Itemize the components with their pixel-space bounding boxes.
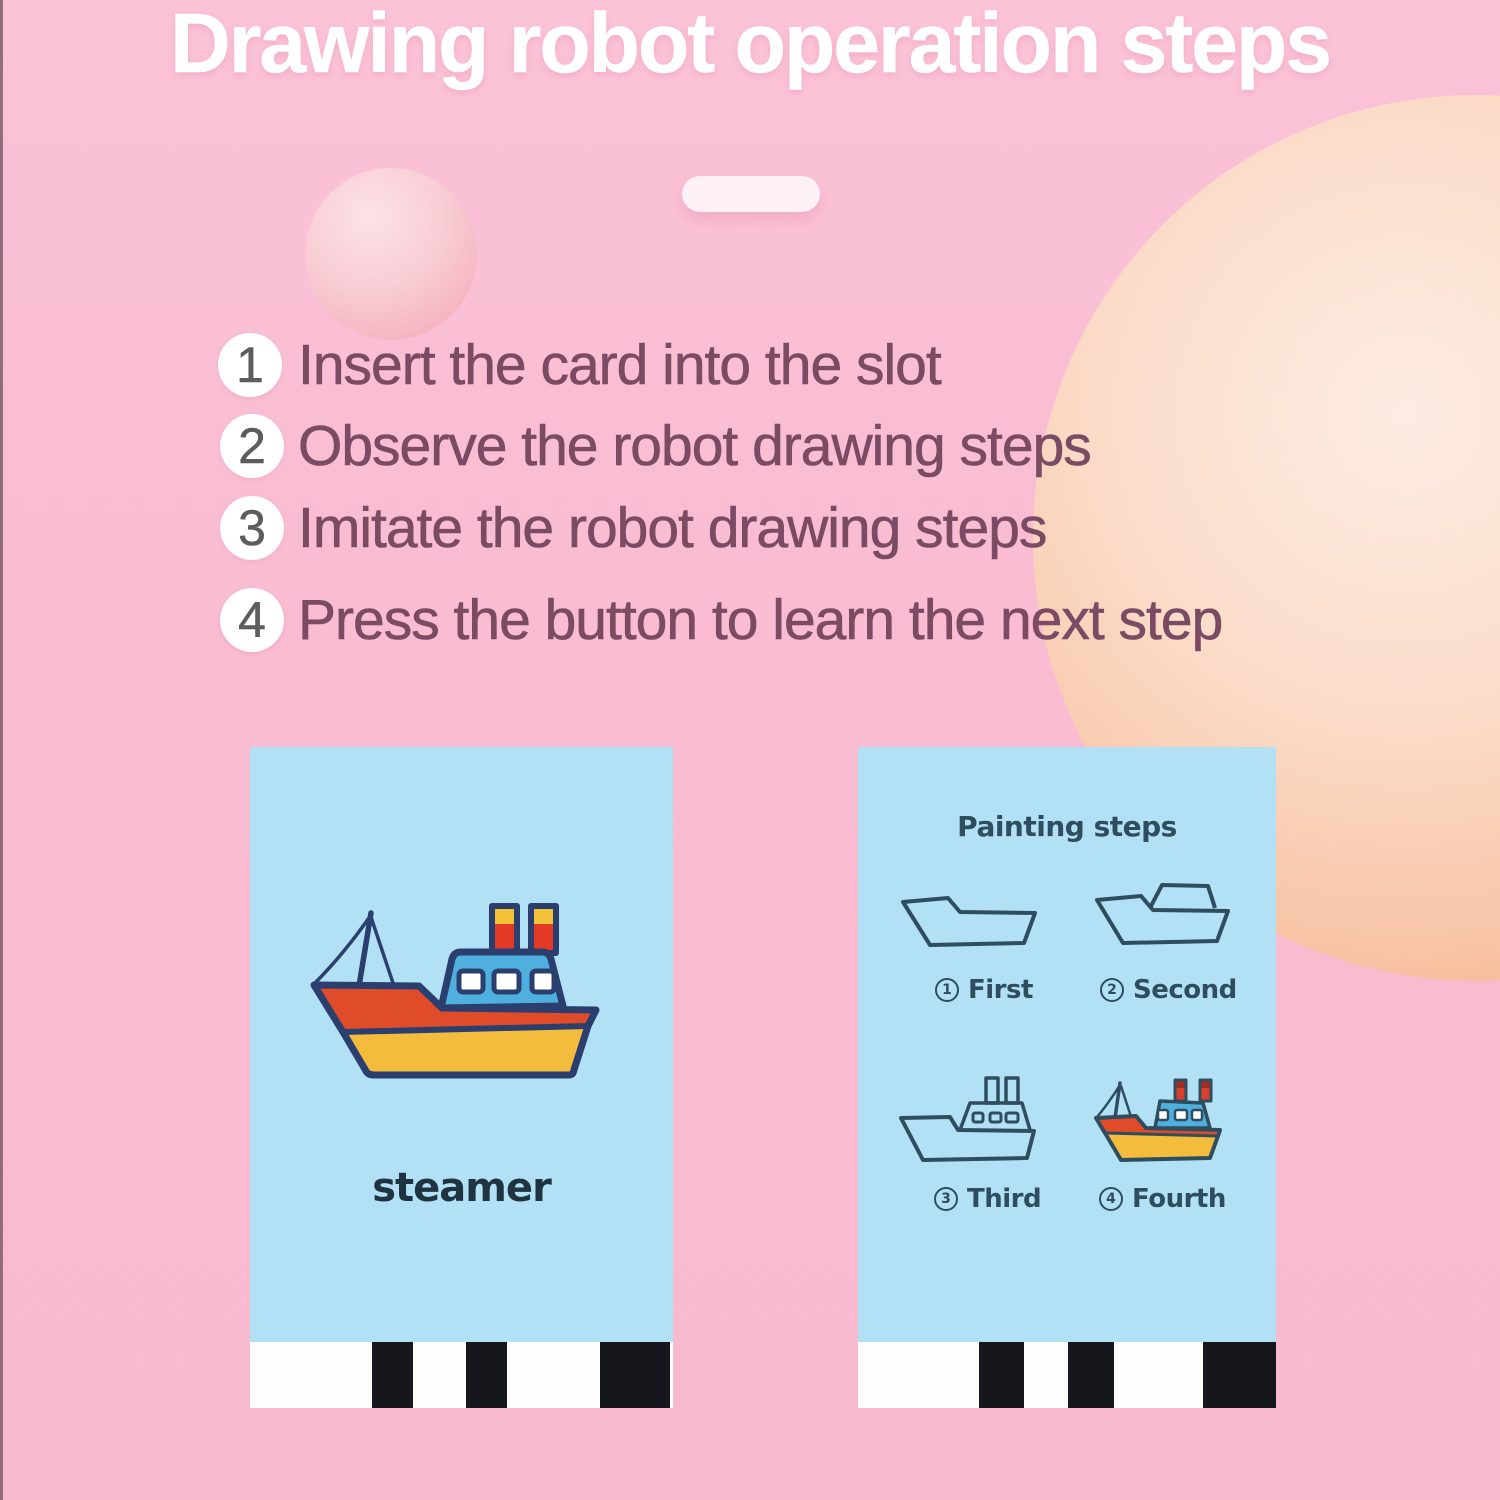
- step-label: Observe the robot drawing steps: [298, 414, 1091, 478]
- page-title: Drawing robot operation steps: [169, 0, 1331, 90]
- barcode-block: [600, 1342, 670, 1408]
- chimney-left: [492, 906, 517, 953]
- painting-step3-label: 3 Third: [934, 1184, 1041, 1214]
- painting-step1-label: 1 First: [935, 975, 1033, 1005]
- step-number: 4: [238, 592, 266, 648]
- step-label: Imitate the robot drawing steps: [298, 496, 1047, 560]
- step-number: 2: [238, 418, 266, 474]
- step-number-badge: [220, 414, 284, 478]
- barcode-strip: [858, 1342, 1276, 1408]
- divider-dash: [682, 176, 820, 212]
- painting-step4-figure: [1095, 1080, 1223, 1165]
- barcode-block: [372, 1342, 413, 1408]
- card-caption: steamer: [372, 1165, 551, 1211]
- painting-step2-label: 2 Second: [1100, 975, 1237, 1005]
- step-number-badge: [220, 496, 284, 560]
- cabin: [441, 952, 563, 1008]
- circled-number: 3: [934, 1187, 958, 1211]
- cabin-window: [532, 971, 554, 992]
- step-number-badge: [220, 588, 284, 652]
- painting-step2-figure: [1096, 882, 1231, 948]
- cabin-window: [494, 971, 519, 992]
- barcode-block: [466, 1342, 507, 1408]
- barcode-strip: [250, 1342, 673, 1408]
- step-label: Press the button to learn the next step: [298, 588, 1223, 652]
- painting-step1-figure: [901, 896, 1037, 948]
- cabin-window: [459, 971, 483, 992]
- card-title: Painting steps: [957, 810, 1177, 843]
- mast-stay-right: [371, 917, 393, 983]
- circled-number: 4: [1099, 1187, 1123, 1211]
- painting-step3-figure: [900, 1077, 1036, 1165]
- painting-step4-label: 4 Fourth: [1099, 1184, 1226, 1214]
- circled-number: 1: [935, 978, 959, 1002]
- barcode-block: [979, 1342, 1024, 1408]
- small-pink-ball-decoration: [305, 168, 477, 340]
- barcode-block: [1203, 1342, 1276, 1408]
- left-edge-line: [0, 0, 3, 1500]
- step-number: 1: [236, 337, 264, 393]
- step-number-badge: [218, 333, 282, 397]
- chimney-right: [531, 906, 556, 953]
- step-label: Insert the card into the slot: [298, 333, 941, 397]
- flashcard-steamer: [250, 747, 673, 1342]
- steamer-ship-illustration: [308, 894, 608, 1090]
- mini-chimneys: [1175, 1080, 1211, 1101]
- step-number: 3: [238, 500, 266, 556]
- flashcard-painting-steps: [858, 747, 1276, 1342]
- barcode-block: [1068, 1342, 1114, 1408]
- circled-number: 2: [1100, 978, 1124, 1002]
